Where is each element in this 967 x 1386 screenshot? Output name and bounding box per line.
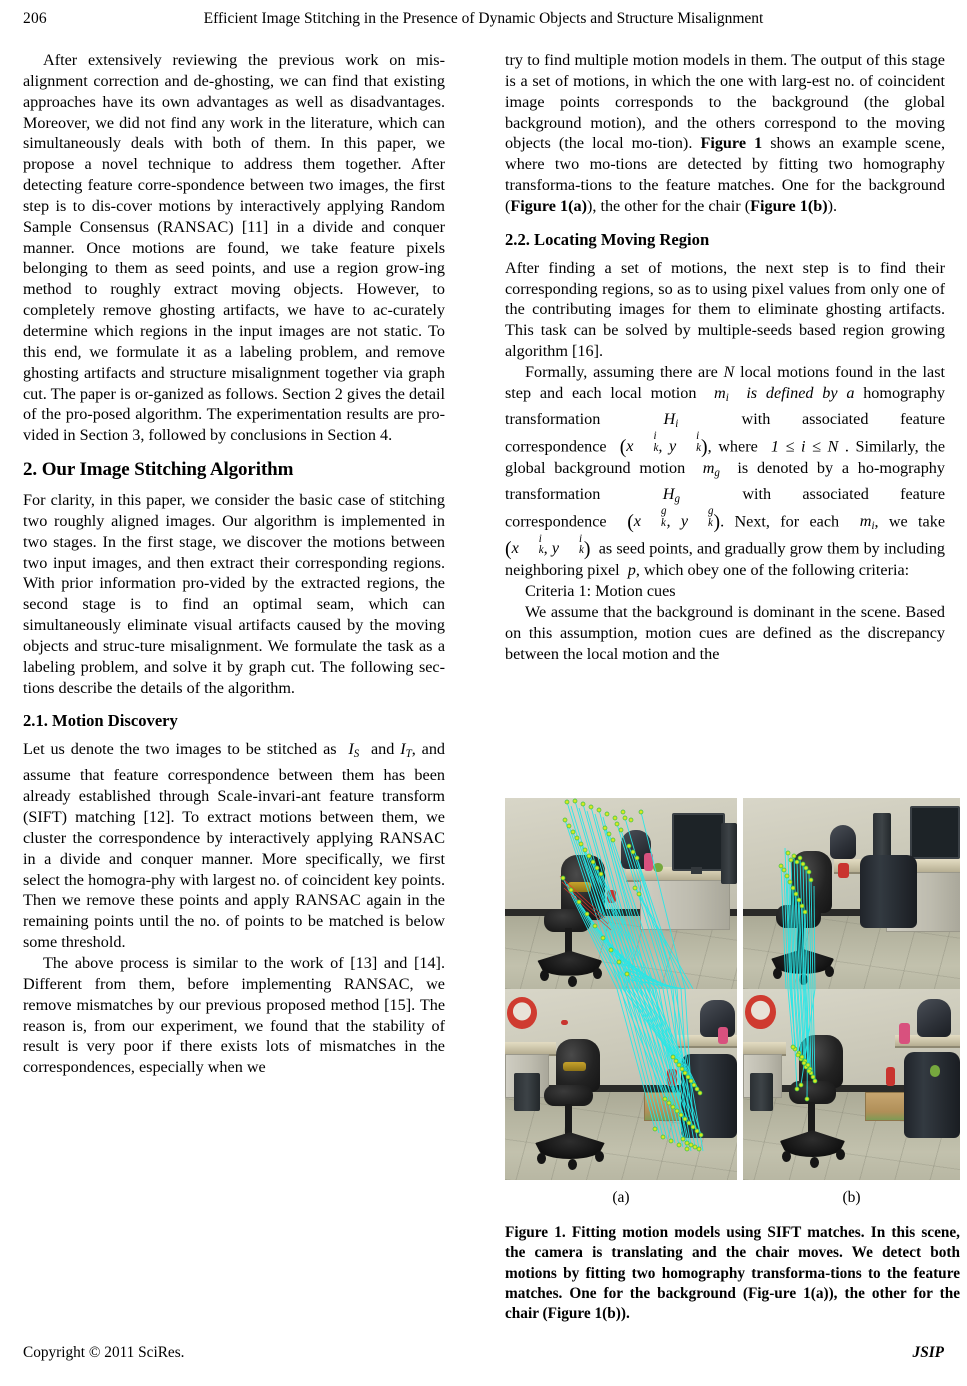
desk-right	[677, 1035, 737, 1048]
paragraph-formal-definition	[505, 362, 945, 581]
office-scene	[505, 798, 737, 989]
math-correspondence-global: (x g k , y g k )	[627, 505, 721, 533]
math-symbol-is: $I_S$	[348, 740, 360, 761]
office-scene	[505, 989, 737, 1180]
text-run: , which obey one of the following criteria:	[635, 561, 910, 580]
chair-yellow-stripe	[568, 882, 591, 892]
monitor	[910, 806, 960, 860]
backpack	[917, 999, 952, 1037]
figure-subcaptions	[505, 1189, 960, 1215]
page-number: 206	[23, 10, 47, 27]
math-symbol-mi-2: $m_i$	[859, 512, 875, 533]
chair-wheel	[540, 970, 549, 981]
running-title: Efficient Image Stitching in the Presence of Dynamic Objects and Structure Misalignment	[203, 10, 764, 27]
figure-panel-a	[505, 798, 737, 1180]
cabinet	[640, 880, 730, 930]
text-run: homography transformation	[505, 383, 946, 428]
decorative-mask	[745, 995, 775, 1029]
math-symbol-n: N	[723, 362, 735, 381]
figure-label-a: (a)	[612, 1189, 630, 1206]
monitor-stand	[691, 867, 703, 875]
backpack	[700, 1000, 735, 1036]
cardboard-box	[865, 1092, 906, 1121]
text-run: Formally, assuming there are	[525, 362, 718, 381]
text-run: as seed points, and gradually grow them by including neighboring pixel	[505, 539, 946, 580]
paragraph-criteria-1: Criteria 1: Motion cues	[525, 581, 676, 600]
text-run-italic: is defined by a	[746, 383, 855, 402]
red-bottle	[667, 1069, 676, 1086]
heading-section-2-2: 2.2. Locating Moving Region	[505, 229, 710, 249]
cardboard-box	[644, 1092, 685, 1121]
math-symbol-p: p	[627, 561, 636, 580]
panel-b-image-bottom	[743, 989, 960, 1180]
math-range-i: 1 ≤ i ≤ N	[770, 437, 839, 456]
math-correspondence-seed: (x i k , y i k )	[505, 532, 591, 561]
monitor	[672, 813, 725, 870]
paragraph-above-process: The above process is similar to the work of [13] and [14]. Different from them, before implementing RANSAC, we remove mismatches by our previous proposed method [15]. The reason is, from our experiment, we found that the stability of result is very poor if there exists lots of mismatches in the correspondences, especially when we	[23, 953, 445, 1077]
heading-section-2: 2. Our Image Stitching Algorithm	[23, 459, 294, 481]
text-run: , where	[707, 437, 758, 456]
text-run: with associated feature correspondence	[505, 409, 946, 456]
figure-ref-1: Figure 1	[700, 134, 763, 153]
text-run: , and assume that feature correspondence between them has been already established through Scale-invari-ant feature transform (SIFT) matching [12]. To extract motions between them, we cluster the correspondence by interactively applying RANSAC in a divide and conquer manner. More specifically, we first select the homogra-phy with largest no. of coincident key points. Then we remove these points and apply RANSAC again in the remaining points until the no. of points to be matched is below some threshold.	[23, 740, 446, 952]
right-column	[505, 50, 945, 664]
text-run: ), the other for the chair (	[586, 196, 751, 215]
backpack	[830, 825, 856, 859]
text-run: ).	[827, 196, 838, 215]
panel-b-image-top	[743, 798, 960, 989]
computer-tower	[750, 1073, 774, 1111]
paragraph-locating-region: After finding a set of motions, the next step is to find their corresponding regions, so as to using pixel values from only one of the contributing images for them to eliminate ghosting artifacts. This task can be solved by multiple-seeds based region growing algorithm [16].	[505, 258, 945, 361]
figure-ref-1b: Figure 1(b)	[750, 196, 828, 215]
chair-wheel	[568, 976, 577, 987]
paragraph-intro: After extensively reviewing the previous work on mis-alignment correction and de-ghosting, we can find that existing approaches have its own advantages as well as disadvantages. Moreover, we did not find any work in the literature, which can simultaneously deals with both of them. In this paper, we propose a novel technique to address them together. After detecting feature corre-spondence between two images, the first step is to dis-cover motions by interactively applying Random Sample Consensus (RANSAC) [11] in a divide and conquer manner. Once motions are found, we take feature pixels belonging to them as seed points, and use a region grow-ing method to roughly extract moving objects. However, to completely remove ghosting artifacts, we have to ac-curately determine which regions in the input images are not static. To this end, we formulate it as a labeling problem, and remove ghosting artifacts and structure misalignment together via graph cut. The paper is or-ganized as follows. Section 2 gives the detail of the pro-posed algorithm. The experimentation results are pro-vided in Section 3, followed by conclusions in Section 4.	[23, 51, 445, 445]
pink-bottle	[644, 853, 653, 870]
panel-a-image-bottom	[505, 989, 737, 1180]
suitcase	[860, 855, 916, 928]
office-scene	[743, 989, 960, 1180]
figure-image-row	[505, 798, 960, 1180]
figure-1	[505, 798, 960, 1324]
text-run: . Similarly, the global background motion	[505, 437, 946, 477]
text-run: is denoted by a ho-mography transformation	[505, 458, 945, 503]
math-correspondence-local: (x i k , y i k )	[619, 430, 708, 458]
text-run: with associated feature correspondence	[505, 484, 946, 531]
journal-abbreviation: JSIP	[912, 1344, 944, 1361]
text-run: shows an example scene, where two mo-tions are detected by fitting two homography transforma-tions to the feature matches. One for the background (	[505, 134, 946, 215]
red-bottle	[886, 1067, 895, 1086]
pink-prop	[899, 1023, 910, 1044]
text-run: try to find multiple motion models in them. The output of this stage is a set of motions, in which the one with larg-est no. of coincident image points corresponds to the background (the global background motion), and the others correspond to the moving objects (the local mo-tion).	[505, 51, 945, 153]
red-prop	[838, 863, 849, 878]
chair-seat	[789, 1081, 837, 1104]
figure-caption: Figure 1. Fitting motion models using SIFT matches. In this scene, the camera is translating and the chair moves. We detect both motions by fitting two homography transforma-tions to the feature matches. One for the background (Fig-ure 1(a)), the other for the chair (Figure 1(b)).	[505, 1224, 960, 1323]
page-footer	[0, 1344, 967, 1364]
computer-tower	[721, 823, 737, 884]
text-run: . Next, for each	[720, 512, 840, 531]
text-run: , we take	[874, 512, 946, 531]
paragraph-motion-discovery	[23, 739, 445, 953]
math-symbol-hi: $H_i$	[663, 409, 679, 430]
chair-yellow-stripe	[563, 1062, 586, 1072]
math-symbol-mg: $m_g$	[702, 458, 720, 479]
text-run: and	[370, 740, 395, 759]
computer-tower	[514, 1073, 540, 1111]
chair-seat	[544, 1085, 593, 1106]
math-symbol-it: $I_T$	[400, 740, 412, 761]
suitcase	[681, 1054, 737, 1138]
figure-panel-b	[743, 798, 960, 1180]
text-run: local motions found in the last step and each local motion	[505, 362, 945, 402]
left-column	[23, 50, 445, 1078]
panel-a-image-top	[505, 798, 737, 989]
math-symbol-hg: $H_g$	[662, 484, 680, 505]
math-symbol-mi: $m_i$	[714, 383, 729, 404]
running-head	[0, 10, 967, 30]
copyright-notice: Copyright © 2011 SciRes.	[23, 1344, 185, 1361]
red-dot	[561, 1020, 568, 1026]
heading-section-2-1: 2.1. Motion Discovery	[23, 711, 178, 731]
paragraph-multiple-motions	[505, 50, 945, 217]
figure-ref-1a: Figure 1(a)	[510, 196, 587, 215]
text-run: Let us denote the two images to be stitched as	[23, 740, 337, 759]
office-scene	[743, 798, 960, 989]
pink-bottle	[718, 1027, 727, 1044]
paragraph-motion-cues: We assume that the background is dominant in the scene. Based on this assumption, motion cues are defined as the discrepancy between the local motion and the	[505, 602, 945, 663]
green-prop	[930, 1065, 941, 1076]
paragraph-clarity: For clarity, in this paper, we consider the basic case of stitching two roughly aligned images. Our algorithm is implemented in two stages. In the first stage, we discover the motions between two input images, and then extract their corresponding regions. With prior information pro-vided by the extracted regions, the second stage is to find an optimal seam, which can simultaneously eliminate visual artifacts caused by the moving objects and struc-ture misalignment. We formulate the task as a labeling problem, and solve it by graph cut. The following sec-tions describe the details of the algorithm.	[23, 491, 445, 697]
chair-backrest	[791, 851, 832, 912]
chair-wheel	[568, 1159, 577, 1170]
red-prop	[607, 890, 616, 903]
figure-label-b: (b)	[842, 1189, 861, 1206]
